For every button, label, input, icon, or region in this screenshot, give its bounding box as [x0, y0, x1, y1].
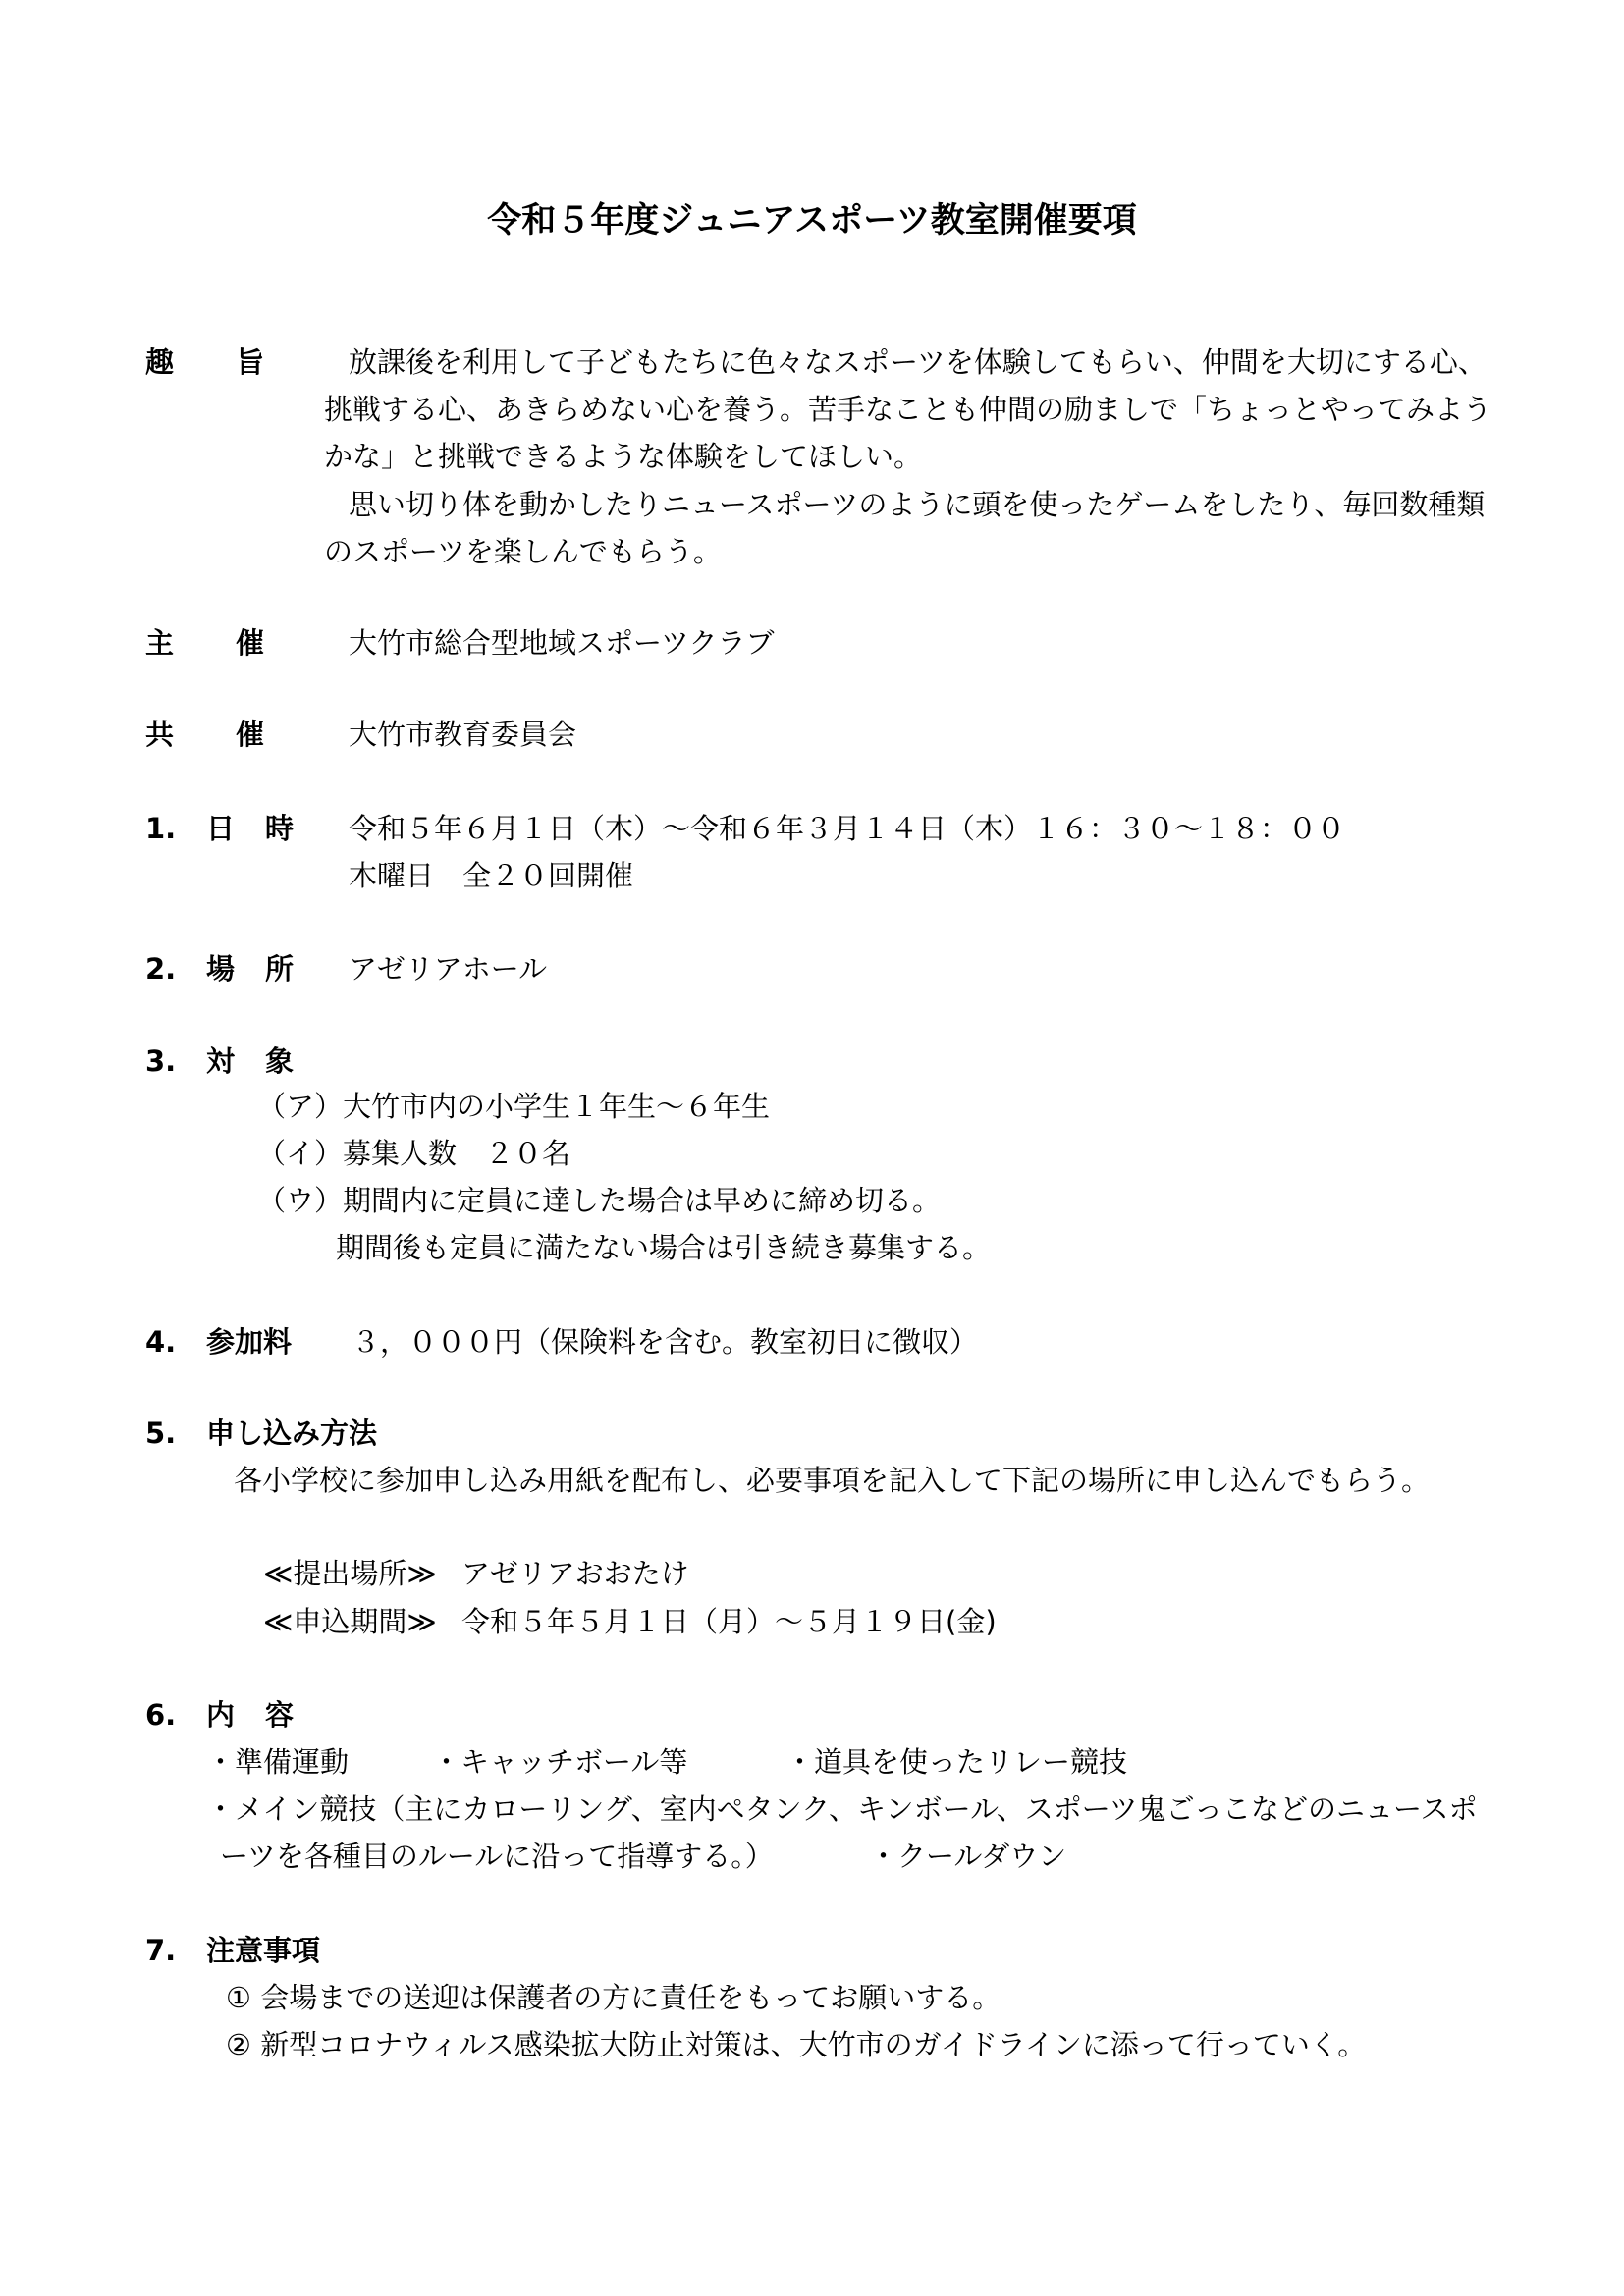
organizer-label-1: 主	[145, 626, 175, 660]
target-label-2: 象	[265, 1044, 295, 1078]
fee-label: 参加料	[206, 1325, 293, 1359]
venue-value: アゼリアホール	[349, 952, 548, 986]
venue-label-2: 所	[265, 952, 295, 986]
content-item-main-competition: ・メイン競技（主にカローリング、室内ペタンク、キンボール、スポーツ鬼ごっこなどのニュースポ	[206, 1792, 1478, 1826]
target-item: （ウ）期間内に定員に達した場合は早めに締め切る。	[257, 1184, 942, 1217]
organizer-label-2: 催	[236, 626, 265, 660]
notes-item: ① 会場までの送迎は保護者の方に責任をもってお願いする。	[226, 1981, 1001, 2014]
co-organizer-label-1: 共	[145, 718, 175, 751]
application-period-value: 令和５年５月１日（月）～５月１９日(金)	[461, 1605, 997, 1638]
datetime-line-1: 令和５年６月１日（木）～令和６年３月１４日（木）１６：３０～１８：００	[349, 812, 1346, 845]
co-organizer-value: 大竹市教育委員会	[349, 718, 577, 751]
target-item-continuation: 期間後も定員に満たない場合は引き続き募集する。	[336, 1231, 992, 1264]
section-2-number: 2.	[145, 952, 177, 986]
purpose-line-4: 思い切り体を動かしたりニュースポーツのように頭を使ったゲームをしたり、毎回数種類	[349, 488, 1486, 521]
content-item-main-competition-cont: ーツを各種目のルールに沿って指導する。）	[220, 1840, 774, 1873]
notes-label: 注意事項	[206, 1934, 321, 1967]
content-item-cooldown: ・クールダウン	[869, 1840, 1067, 1873]
content-item-warmup: ・準備運動	[206, 1745, 350, 1779]
datetime-label-1: 日	[206, 812, 236, 845]
application-label: 申し込み方法	[206, 1416, 378, 1450]
submission-place-value: アゼリアおおたけ	[461, 1557, 689, 1590]
content-label-2: 容	[265, 1698, 295, 1732]
section-4-number: 4.	[145, 1325, 177, 1359]
fee-value: ３，０００円（保険料を含む。教室初日に徴収）	[352, 1325, 979, 1359]
target-label-1: 対	[206, 1044, 236, 1078]
datetime-label-2: 時	[265, 812, 295, 845]
notes-item: ② 新型コロナウィルス感染拡大防止対策は、大竹市のガイドラインに添って行っていく。	[226, 2028, 1367, 2061]
purpose-line-1: 放課後を利用して子どもたちに色々なスポーツを体験してもらい、仲間を大切にする心、	[349, 346, 1487, 379]
application-description: 各小学校に参加申し込み用紙を配布し、必要事項を記入して下記の場所に申し込んでもらう。	[234, 1464, 1431, 1497]
purpose-line-5: のスポーツを楽しんでもらう。	[324, 535, 722, 568]
application-period-label: ≪申込期間≫	[263, 1605, 437, 1638]
target-item: （イ）募集人数 ２０名	[257, 1137, 571, 1170]
content-label-1: 内	[206, 1698, 236, 1732]
purpose-label-2: 旨	[236, 346, 265, 379]
section-7-number: 7.	[145, 1934, 177, 1967]
section-3-number: 3.	[145, 1044, 177, 1078]
purpose-line-2: 挑戦する心、あきらめない心を養う。苦手なことも仲間の励ましで「ちょっとやってみよう	[324, 393, 1492, 426]
organizer-value: 大竹市総合型地域スポーツクラブ	[349, 626, 775, 660]
document-title: 令和５年度ジュニアスポーツ教室開催要項	[487, 201, 1137, 240]
venue-label-1: 場	[206, 952, 236, 986]
section-5-number: 5.	[145, 1416, 177, 1450]
section-6-number: 6.	[145, 1698, 177, 1732]
content-item-relay: ・道具を使ったリレー競技	[785, 1745, 1128, 1779]
purpose-line-3: かな」と挑戦できるような体験をしてほしい。	[324, 440, 923, 473]
purpose-label-1: 趣	[145, 346, 175, 379]
content-item-catchball: ・キャッチボール等	[432, 1745, 688, 1779]
section-1-number: 1.	[145, 812, 177, 845]
co-organizer-label-2: 催	[236, 718, 265, 751]
submission-place-label: ≪提出場所≫	[263, 1557, 437, 1590]
target-item: （ア）大竹市内の小学生１年生～６年生	[257, 1090, 771, 1123]
datetime-line-2: 木曜日 全２０回開催	[349, 859, 634, 892]
